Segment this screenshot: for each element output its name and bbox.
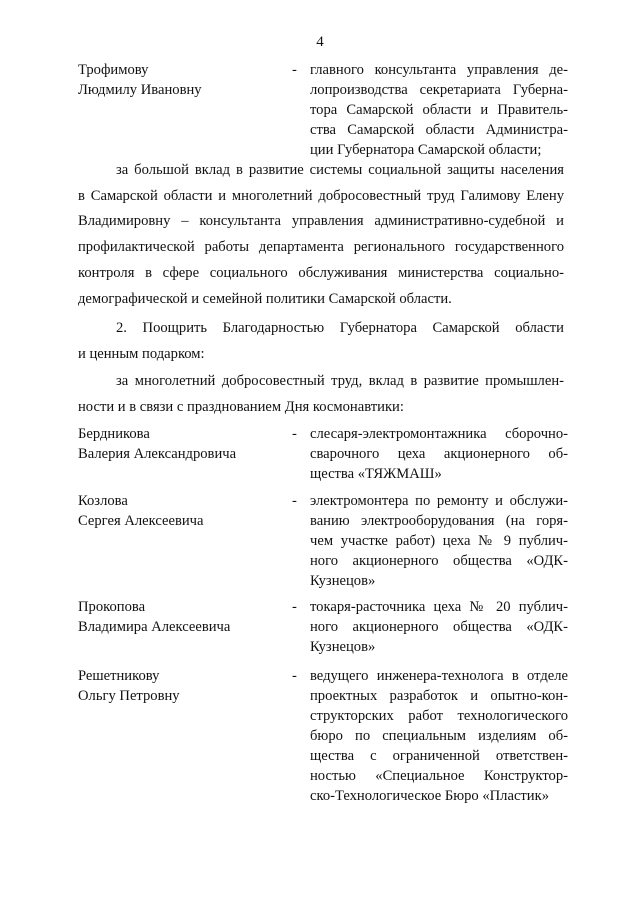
position-line: структорских работ технологического — [310, 708, 568, 724]
position-line: ведущего инженера-технолога в отделе — [310, 668, 568, 684]
paragraph-line: и ценным подарком: — [78, 345, 205, 362]
name-line: Людмилу Ивановну — [78, 82, 202, 98]
paragraph-line: 2. Поощрить Благодарностью Губернатора Самарской области — [116, 320, 564, 336]
name-line: Козлова — [78, 493, 128, 509]
recipient-name — [78, 60, 288, 100]
position-line: ции Губернатора Самарской области; — [310, 142, 542, 158]
position-line: щества «ТЯЖМАШ» — [310, 466, 442, 482]
position-line: тора Самарской области и Правитель- — [310, 102, 568, 118]
name-line: Решетникову — [78, 668, 160, 684]
page-number: 4 — [316, 34, 324, 50]
position-line: главного консультанта управления де- — [310, 62, 568, 78]
name-line: Прокопова — [78, 599, 146, 615]
position-line: Кузнецов» — [310, 639, 376, 655]
separator-dash: - — [292, 426, 297, 442]
position-line: токаря-расточника цеха № 20 публич- — [310, 599, 568, 615]
position-line: проектных разработок и опытно-кон- — [310, 688, 568, 704]
position-line: ства Самарской области Администра- — [310, 122, 568, 138]
recipient-position — [310, 666, 568, 806]
separator-dash: - — [292, 62, 297, 78]
paragraph-line: в Самарской области и многолетний добросовестный труд Галимову Елену — [78, 187, 564, 204]
position-line: слесаря-электромонтажника сборочно- — [310, 426, 568, 442]
recipient-name — [78, 424, 288, 464]
separator-dash: - — [292, 493, 297, 509]
position-line: щества с ограниченной ответствен- — [310, 748, 568, 764]
recipient-name — [78, 666, 288, 706]
name-line: Владимира Алексеевича — [78, 619, 231, 635]
recipient-name — [78, 491, 288, 531]
award-paragraph — [78, 158, 564, 312]
position-line: чем участке работ) цеха № 9 публич- — [310, 533, 568, 549]
paragraph-line: за большой вклад в развитие системы социальной защиты населения — [116, 162, 564, 178]
award-reason-paragraph — [78, 369, 564, 420]
position-line: ного акционерного общества «ОДК- — [310, 619, 568, 635]
position-line: ванию электрооборудования (на горя- — [310, 513, 568, 529]
paragraph-line: профилактической работы департамента регионального государственного — [78, 239, 564, 256]
recipient-position — [310, 597, 568, 657]
position-line: бюро по специальным изделиям об- — [310, 728, 568, 744]
position-line: ностью «Специальное Конструктор- — [310, 768, 568, 784]
paragraph-line: контроля в сфере социального обслуживания министерства социально- — [78, 264, 564, 281]
paragraph-line: за многолетний добросовестный труд, вклад в развитие промышлен- — [116, 373, 564, 389]
name-line: Сергея Алексеевича — [78, 513, 204, 529]
position-line: сварочного цеха акционерного об- — [310, 446, 568, 462]
name-line: Ольгу Петровну — [78, 688, 180, 704]
section-heading-paragraph — [78, 316, 564, 367]
recipient-position — [310, 424, 568, 484]
recipient-name — [78, 597, 288, 637]
paragraph-line: Владимировну – консультанта управления административно-судебной и — [78, 213, 564, 230]
separator-dash: - — [292, 599, 297, 615]
paragraph-line: ности и в связи с празднованием Дня космонавтики: — [78, 398, 404, 415]
name-line: Бердникова — [78, 426, 150, 442]
position-line: ного акционерного общества «ОДК- — [310, 553, 568, 569]
position-line: ско-Технологическое Бюро «Пластик» — [310, 788, 549, 804]
recipient-position — [310, 491, 568, 591]
paragraph-line: демографической и семейной политики Самарской области. — [78, 290, 452, 307]
separator-dash: - — [292, 668, 297, 684]
position-line: электромонтера по ремонту и обслужи- — [310, 493, 568, 509]
name-line: Валерия Александровича — [78, 446, 237, 462]
position-line: Кузнецов» — [310, 573, 376, 589]
position-line: лопроизводства секретариата Губерна- — [310, 82, 568, 98]
recipient-position — [310, 60, 568, 160]
name-line: Трофимову — [78, 62, 149, 78]
